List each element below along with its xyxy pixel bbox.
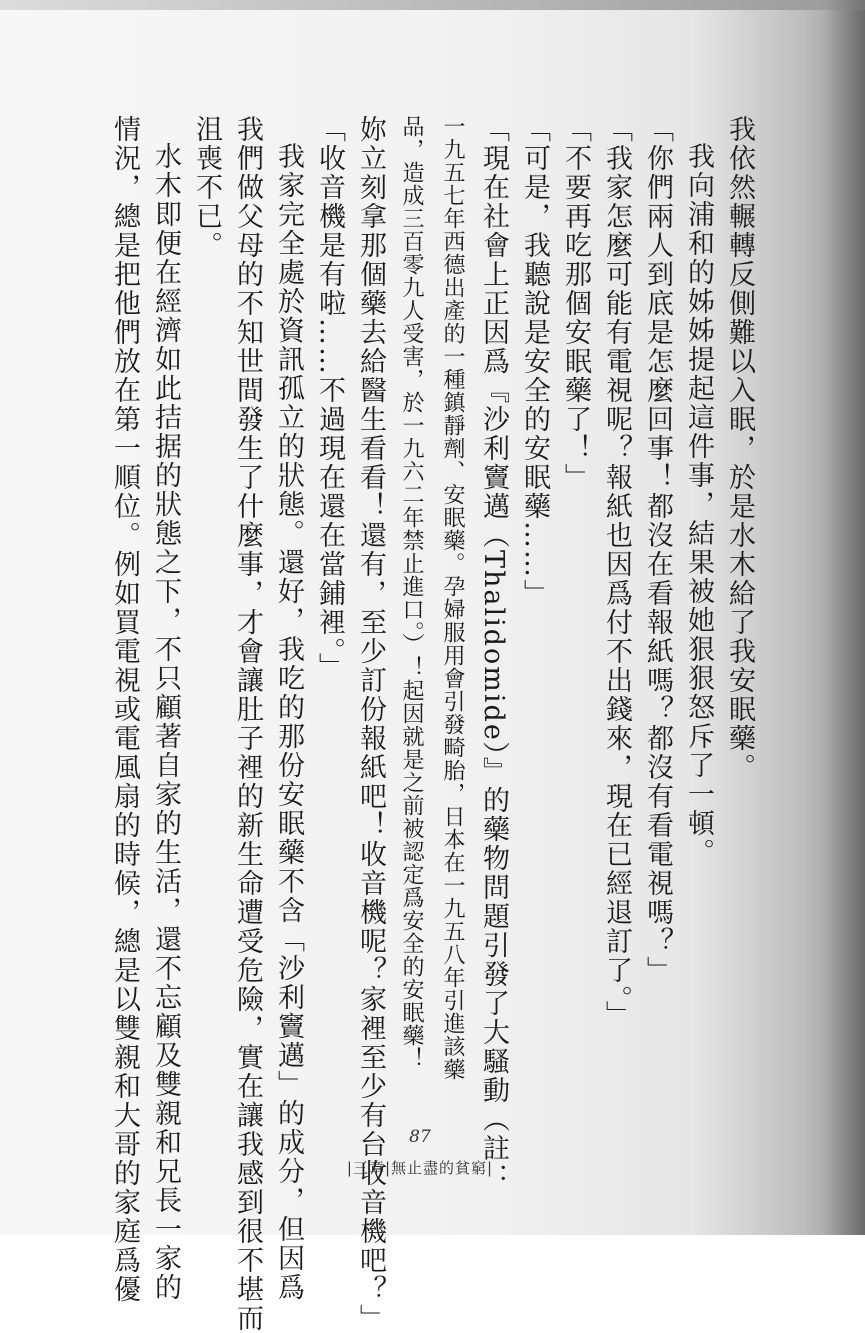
page-number: 87 xyxy=(409,1127,431,1147)
text-column: 我向浦和的姊姊提起這件事，結果被她狠狠怒斥了一頓。 xyxy=(683,142,714,867)
book-spine-shadow xyxy=(825,0,865,1235)
text-column: 妳立刻拿那個藥去給醫生看看！還有，至少訂份報紙吧！收音機呢？家裡至少有台收音機吧？」 xyxy=(355,115,386,1333)
running-head: |三章|無止盡的貧窮| xyxy=(346,1159,494,1177)
text-column: 情況，總是把他們放在第一順位。例如買電視或電風扇的時候，總是以雙親和大哥的家庭爲優 xyxy=(109,115,140,1304)
text-column: 「可是，我聽說是安全的安眠藥……」 xyxy=(519,115,550,608)
text-column: 「我家怎麼可能有電視呢？報紙也因爲付不出錢來，現在已經退訂了。」 xyxy=(601,115,632,1030)
footnote-column: 一九五七年西德出產的一種鎮靜劑、安眠藥。孕婦服用會引發畸胎，日本在一九五八年引進該藥 xyxy=(440,115,465,1081)
text-column: 「收音機是有啦……不過現在還在當鋪裡。」 xyxy=(314,115,345,682)
text-column: 沮喪不已。 xyxy=(191,115,222,260)
text-column: 我們做父母的不知世間發生了什麼事，才會讓肚子裡的新生命遭受危險，實在讓我感到很不堪而 xyxy=(232,115,263,1333)
text-column: 「你們兩人到底是怎麼回事！都沒在看報紙嗎？都沒有看電視嗎？」 xyxy=(642,115,673,985)
text-column: 我依然輾轉反側難以入眠，於是水木給了我安眠藥。 xyxy=(724,115,755,782)
text-column: 水木即便在經濟如此拮据的狀態之下，不只顧著自家的生活，還不忘顧及雙親和兄長一家的 xyxy=(150,142,181,1302)
text-column: 我家完全處於資訊孤立的狀態。還好，我吃的那份安眠藥不含「沙利竇邁」的成分，但因爲 xyxy=(273,142,304,1302)
page-top-edge xyxy=(0,0,865,10)
text-column: 「不要再吃那個安眠藥了！」 xyxy=(560,115,591,492)
text-column: 「現在社會上正因爲『沙利竇邁（Thalidomide）』的藥物問題引發了大騷動（註： xyxy=(478,115,509,1193)
footnote-column: 品，造成三百零九人受害，於一九六二年禁止進口。）！起因就是之前被認定爲安全的安眠藥！ xyxy=(399,115,424,1070)
